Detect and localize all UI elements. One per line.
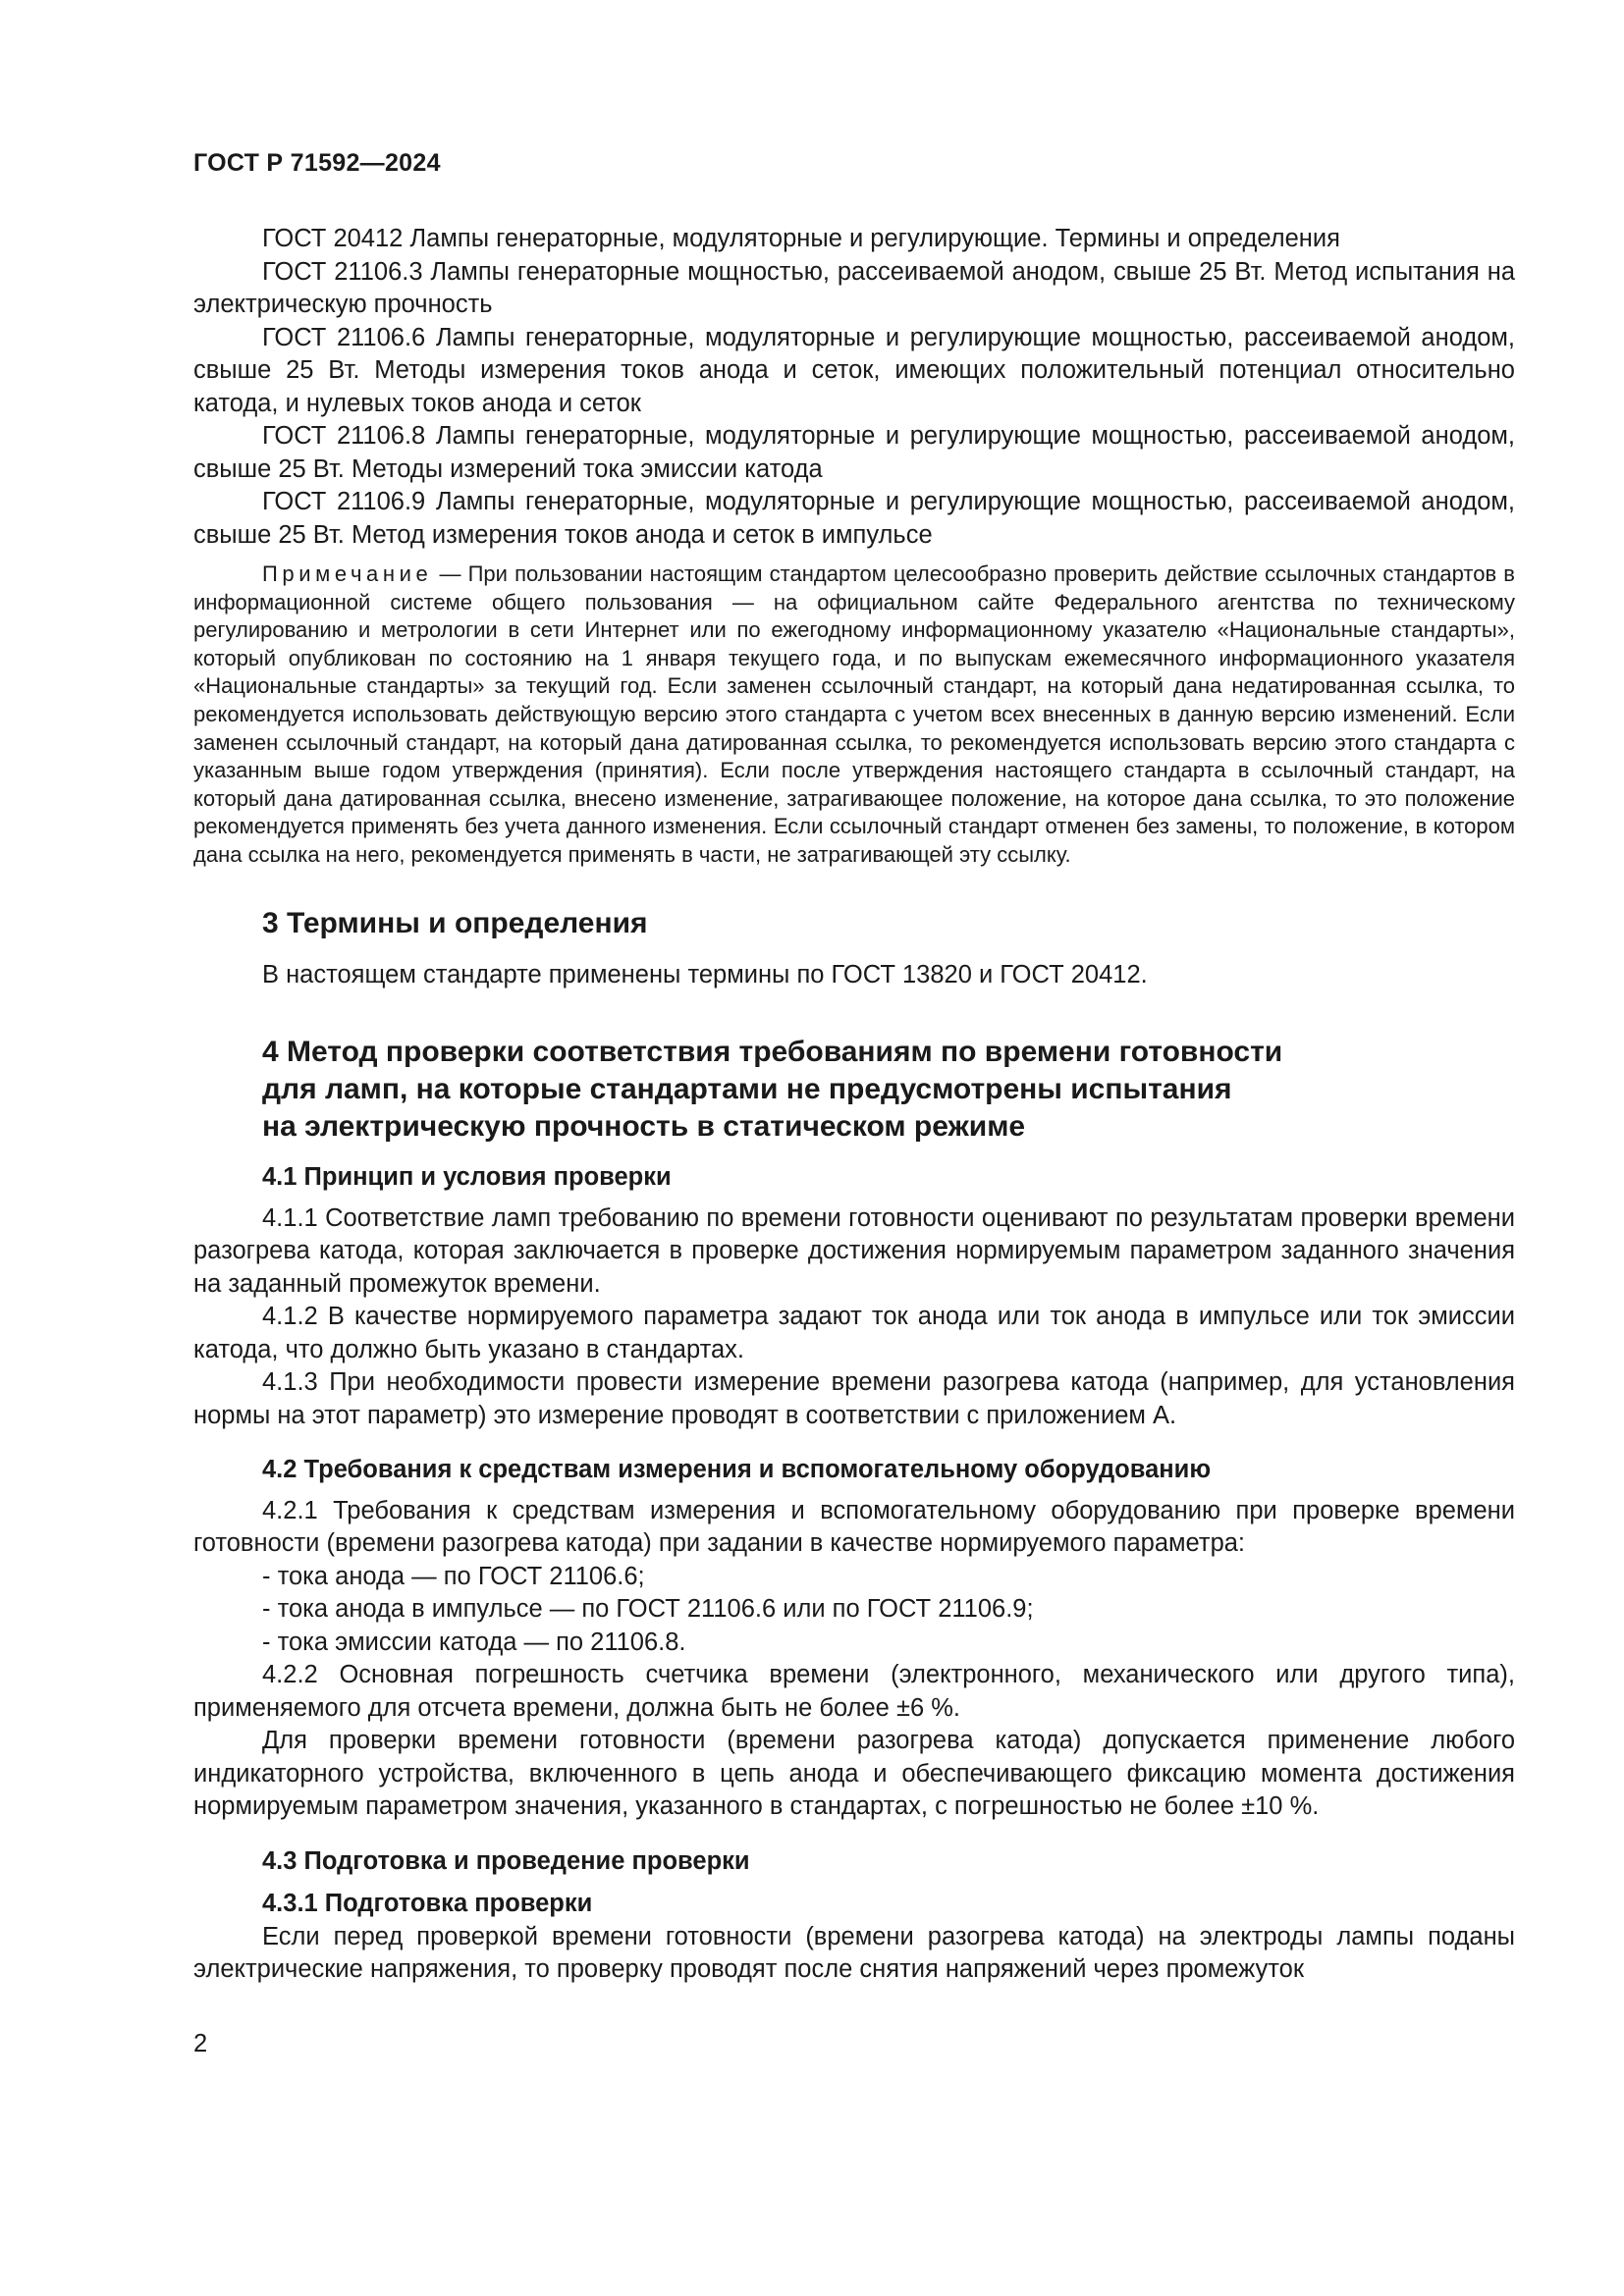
paragraph-4-1-2: 4.1.2 В качестве нормируемого параметра задают ток анода или ток анода в импульсе или ток эмиссии катода, что должно быть указано в стандартах. xyxy=(193,1303,1515,1363)
subsection-4-1-heading: 4.1 Принцип и условия проверки xyxy=(262,1163,672,1192)
section-4-heading xyxy=(193,1034,1515,1146)
subsection-4-2-heading: 4.2 Требования к средствам измерения и вспомогательному оборудованию xyxy=(262,1456,1212,1484)
note-text: — При пользовании настоящим стандартом целесообразно проверить действие ссылочных стандартов в информационной системе общего пользования — на официальном сайте Федерального агентства по техническому регулированию и метрологии в сети Интернет или по ежегодному информационному указателю «Национальные стандарты», который опубликован по состоянию на 1 января текущего года, и по выпускам ежемесячного информационного указателя «Национальные стандарты» за текущий год. Если заменен ссылочный стандарт, на который дана недатированная ссылка, то рекомендуется использовать действующую версию этого стандарта с учетом всех внесенных в данную версию изменений. Если заменен ссылочный стандарт, на который дана датированная ссылка, то рекомендуется использовать версию этого стандарта с указанным выше годом утверждения (принятия). Если после утверждения настоящего стандарта в ссылочный стандарт, на который дана датированная ссылка, внесено изменение, затрагивающее положение, на которое дана ссылка, то это положение рекомендуется применять без учета данного изменения. Если ссылочный стандарт отменен без замены, то положение, в котором дана ссылка на него, рекомендуется применять в части, не затрагивающей эту ссылку. xyxy=(193,561,1515,867)
reference-item: ГОСТ 20412 Лампы генераторные, модуляторные и регулирующие. Термины и определения xyxy=(262,225,1340,252)
section-4-heading-line: на электрическую прочность в статическом режиме xyxy=(262,1110,1026,1144)
reference-item: ГОСТ 21106.6 Лампы генераторные, модуляторные и регулирующие мощностью, рассеиваемой анодом, свыше 25 Вт. Методы измерения токов анода и сеток, имеющих положительный потенциал относительно катода, и нулевых токов анода и сеток xyxy=(193,323,1515,417)
section-3-text: В настоящем стандарте применены термины по ГОСТ 13820 и ГОСТ 20412. xyxy=(262,960,1148,988)
list-item: - тока эмиссии катода — по 21106.8. xyxy=(262,1628,686,1656)
list-item: - тока анода в импульсе — по ГОСТ 21106.6 или по ГОСТ 21106.9; xyxy=(262,1595,1034,1624)
reference-item: ГОСТ 21106.8 Лампы генераторные, модуляторные и регулирующие мощностью, рассеиваемой анодом, свыше 25 Вт. Методы измерений тока эмиссии катода xyxy=(193,422,1515,483)
list-item: - тока анода — по ГОСТ 21106.6; xyxy=(262,1562,645,1590)
reference-item: ГОСТ 21106.3 Лампы генераторные мощностью, рассеиваемой анодом, свыше 25 Вт. Метод испытания на электрическую прочность xyxy=(193,257,1515,318)
section-4-heading-line: 4 Метод проверки соответствия требованиям по времени готовности xyxy=(262,1036,1283,1069)
page-content xyxy=(193,223,1515,1987)
reference-item: ГОСТ 21106.9 Лампы генераторные, модуляторные и регулирующие мощностью, рассеиваемой анодом, свыше 25 Вт. Метод измерения токов анода и сеток в импульсе xyxy=(193,488,1515,549)
section-4-heading-line: для ламп, на которые стандартами не предусмотрены испытания xyxy=(262,1073,1232,1106)
paragraph-4-2-1: 4.2.1 Требования к средствам измерения и вспомогательному оборудованию при проверке времени готовности (времени разогрева катода) при задании в качестве нормируемого параметра: xyxy=(193,1496,1515,1558)
paragraph-4-3-1: Если перед проверкой времени готовности (времени разогрева катода) на электроды лампы поданы электрические напряжения, то проверку проводят после снятия напряжений через промежуток xyxy=(193,1922,1515,1984)
subsection-4-3-1-heading: 4.3.1 Подготовка проверки xyxy=(262,1890,593,1918)
paragraph-4-1-3: 4.1.3 При необходимости провести измерение времени разогрева катода (например, для установления нормы на этот параметр) это измерение проводят в соответствии с приложением А. xyxy=(193,1368,1515,1429)
paragraph-4-2-2-continued: Для проверки времени готовности (времени разогрева катода) допускается применение любого индикаторного устройства, включенного в цепь анода и обеспечивающего фиксацию момента достижения нормируемым параметром значения, указанного в стандартах, с погрешностью не более ±10 %. xyxy=(193,1727,1515,1821)
paragraph-4-1-1: 4.1.1 Соответствие ламп требованию по времени готовности оценивают по результатам проверки времени разогрева катода, которая заключается в проверке достижения нормируемым параметром заданного значения на заданный промежуток времени. xyxy=(193,1203,1515,1298)
page-number: 2 xyxy=(193,2030,208,2057)
section-3-heading: 3 Термины и определения xyxy=(262,906,648,939)
document-header: ГОСТ Р 71592—2024 xyxy=(193,149,441,177)
subsection-4-3-heading: 4.3 Подготовка и проведение проверки xyxy=(262,1846,750,1875)
note xyxy=(193,561,1515,870)
note-label: Примечание xyxy=(262,561,433,586)
paragraph-4-2-2: 4.2.2 Основная погрешность счетчика времени (электронного, механического или другого типа), применяемого для отсчета времени, должна быть не более ±6 %. xyxy=(193,1661,1515,1722)
